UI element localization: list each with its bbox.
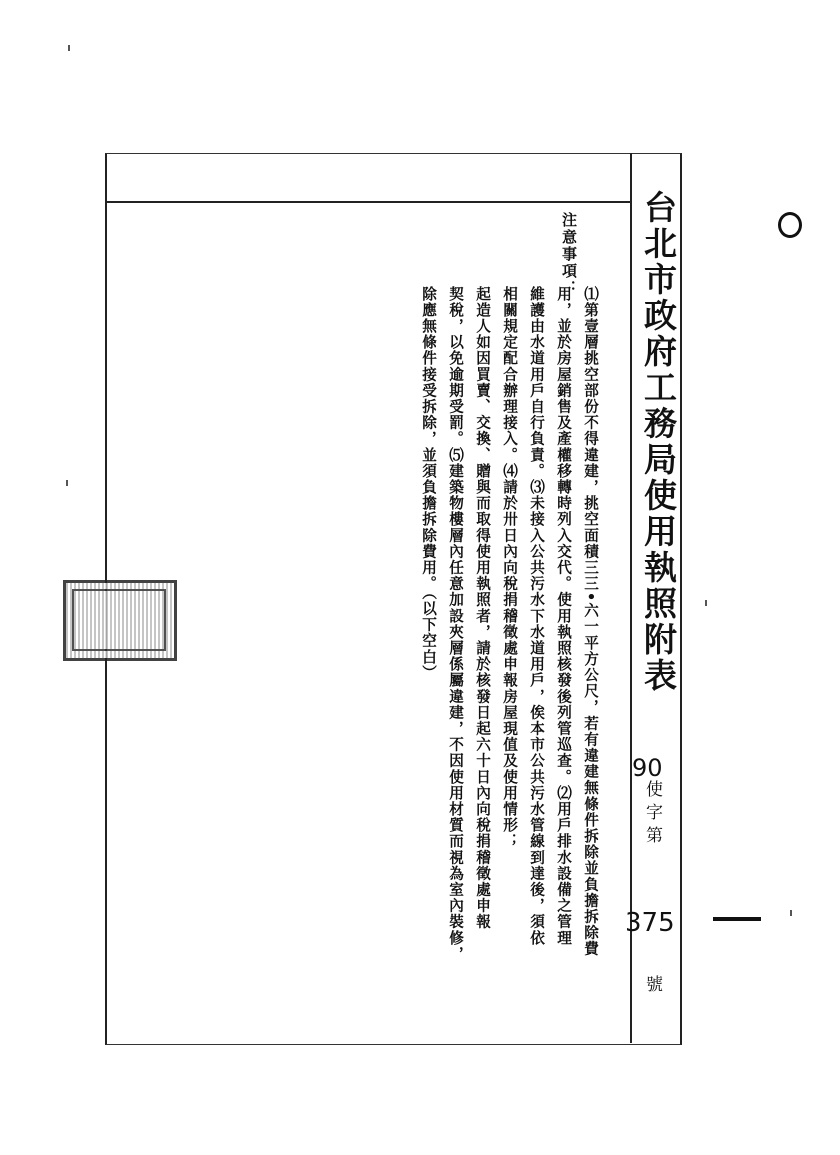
header-rule [105, 201, 630, 203]
hao-label: 號 [646, 975, 663, 995]
note-line: 契稅，以免逾期受罰。⑸建築物樓層內任意加設夾層係屬違建，不因使用材質而視為室內裝修， [447, 286, 464, 963]
note-line: 起造人如因買賣、交換、贈與而取得使用執照者，請於核發日起六十日內向稅捐稽徵處申報 [474, 286, 491, 930]
notes-heading: 注意事項： [560, 212, 578, 297]
document-title: 台北市政府工務局使用執照附表 [639, 190, 678, 694]
margin-dash-mark [713, 917, 761, 921]
notes-body [415, 286, 604, 962]
scan-speck [68, 45, 70, 51]
punch-hole-mark [778, 212, 802, 238]
note-line: 用，並於房屋銷售及產權移轉時列入交代。使用執照核發後列管巡查。⑵用戶排水設備之管理 [555, 286, 572, 947]
permit-year: 90 [632, 754, 663, 782]
scan-speck [705, 600, 707, 606]
seal-stamp [63, 580, 177, 661]
note-line: 相關規定配合辦理接入。⑷請於卅日內向稅捐稽徵處申報房屋現值及使用情形； [501, 286, 518, 850]
permit-number: 375 [625, 908, 675, 938]
permit-word: 使字第 [642, 780, 662, 849]
note-line: 維護由水道用戶自行負責。⑶未接入公共污水下水道用戶，俟本市公共污水管線到達後，須依 [528, 286, 545, 947]
note-line: 除應無條件接受拆除，並須負擔拆除費用。（以下空白） [420, 286, 437, 682]
scan-speck [66, 480, 68, 486]
note-line: ⑴第壹層挑空部份不得違建，挑空面積三三•六一平方公尺，若有違建無條件拆除並負擔拆除費 [582, 286, 599, 957]
scan-speck [790, 910, 792, 916]
